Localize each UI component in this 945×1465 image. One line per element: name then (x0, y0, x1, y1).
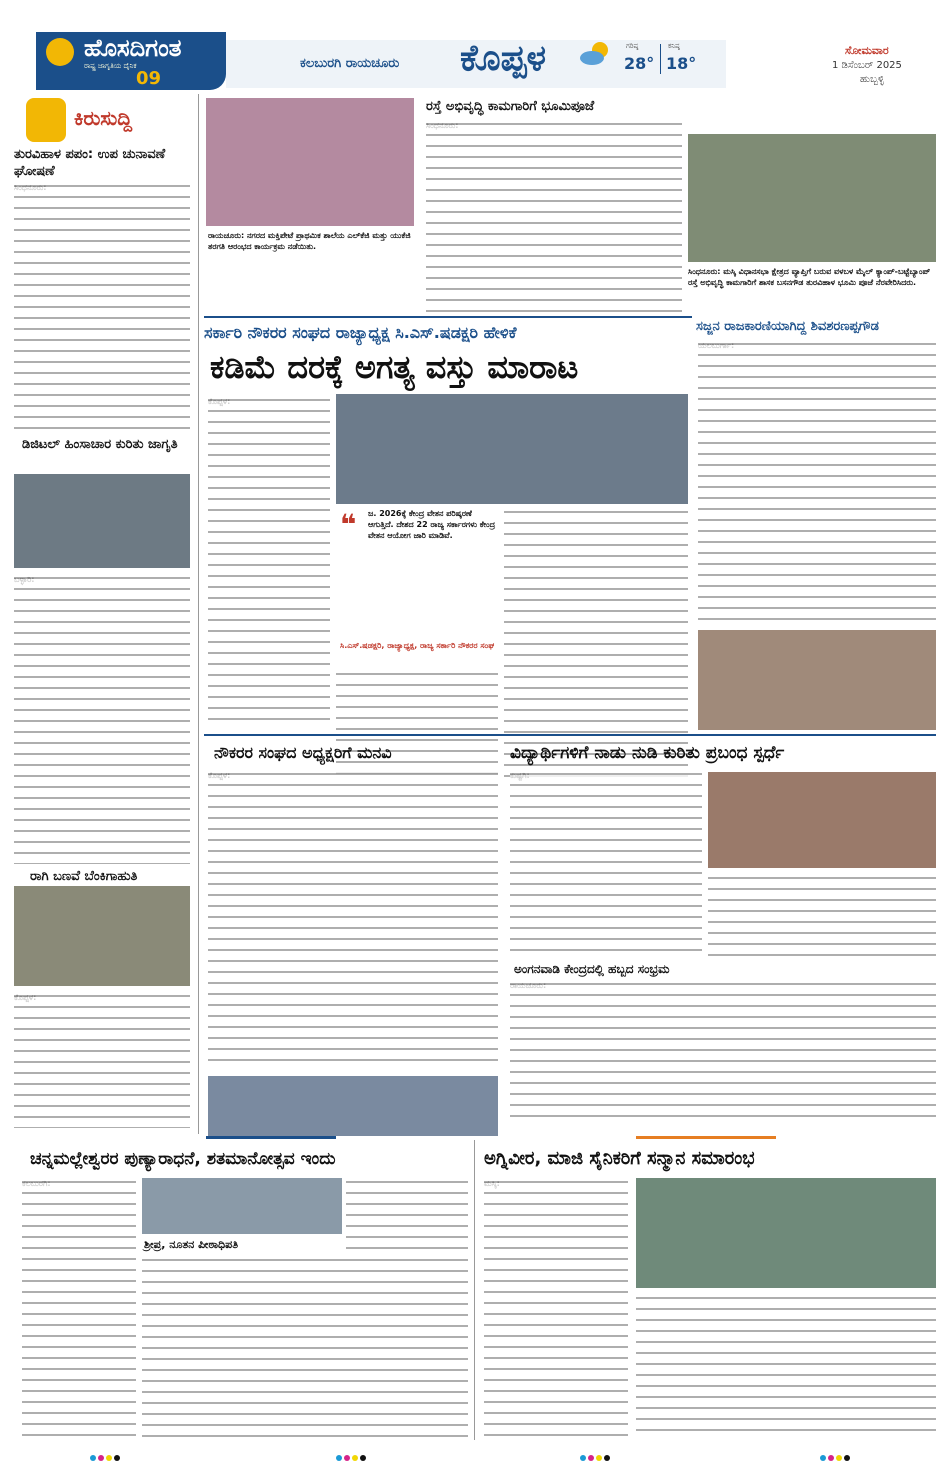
story-b-photo (708, 772, 936, 868)
bottom-left-body-3 (346, 1178, 468, 1256)
quote-mark-icon: ❝ (340, 508, 357, 541)
right-story-photo (698, 630, 936, 730)
registration-marks (336, 1446, 368, 1465)
weekday: ಸೋಮವಾರ (845, 44, 889, 57)
story-b-body-2 (708, 874, 936, 956)
lead-body-col1 (208, 396, 330, 726)
partly-cloudy-icon (578, 40, 614, 66)
story1-title: ತುರವಿಹಾಳ ಪಪಂ: ಉಪ ಚುನಾವಣೆ ಘೋಷಣೆ (14, 147, 166, 179)
bottom-left-title: ಚನ್ನಮಲ್ಲೇಶ್ವರರ ಪುಣ್ಯಾರಾಧನೆ, ಶತಮಾನೋತ್ಸವ ಇಂದು (30, 1149, 336, 1169)
story-a-title: ನೌಕರರ ಸಂಘದ ಅಧ್ಯಕ್ಷರಿಗೆ ಮನವಿ (214, 743, 392, 762)
finger-pointing-icon (26, 98, 66, 142)
temp-max-label: ಗರಿಷ್ಠ (626, 42, 639, 50)
temp-max: 28° (624, 54, 655, 73)
lead-photo (336, 394, 688, 504)
bottom-right-body-1 (484, 1178, 628, 1440)
quote-attribution: ಸಿ.ಎಸ್.ಷಡಕ್ಷರಿ, ರಾಜ್ಯಾಧ್ಯಕ್ಷ, ರಾಜ್ಯ ಸರ್ಕಾರಿ ನೌಕರರ ಸಂಘ (340, 641, 495, 650)
divider (660, 44, 661, 74)
bottom-left-body-1 (22, 1178, 136, 1440)
issue-date: 1 ಡಿಸೆಂಬರ್ 2025 (832, 60, 902, 71)
paper-name: ಹೊಸದಿಗಂತ (84, 34, 182, 62)
story-c-body (510, 980, 936, 1126)
temp-min-label: ಕನಿಷ್ಠ (668, 42, 680, 50)
lead-rule (204, 316, 692, 318)
pontiff-photo (142, 1178, 342, 1234)
story2-title: ಡಿಜಿಟಲ್ ಹಿಂಸಾಚಾರ ಕುರಿತು ಜಾಗೃತಿ (22, 437, 178, 452)
bottom-right-title: ಅಗ್ನಿವೀರ, ಮಾಜಿ ಸೈನಿಕರಿಗೆ ಸನ್ಮಾನ ಸಮಾರಂಭ (484, 1148, 755, 1169)
groundbreaking-caption: ಸಿಂಧನೂರು: ಮಸ್ಕಿ ವಿಧಾನಸಭಾ ಕ್ಷೇತ್ರದ ವ್ಯಾಪ್ತಿಗೆ ಬರುವ ವಳಬಳ ಮೈಲ್ ಕ್ಯಾಂಪ್-ಬಟ್ಟೆಬ್ಯಾಂಪ್ ರಸ್ತೆ ಅಭಿವೃದ್ಧಿ ಕಾಮಗಾರಿಗೆ ಶಾಸಕ ಬಸನಗೌಡ ತುರವಿಹಾಳ ಭೂಮಿ ಪೂಜೆ ನೆರವೇರಿಸಿದರು. (688, 267, 931, 287)
page-number: 09 (136, 68, 162, 89)
paper-tagline: ರಾಷ್ಟ್ರ ಜಾಗೃತಿಯ ದೈನಿಕ (84, 62, 137, 70)
groundbreaking-photo (688, 134, 936, 262)
temp-min: 18° (666, 54, 697, 73)
story2-photo (14, 474, 190, 568)
bottom-left-subtitle: ಶ್ರೀಪ್ರ, ನೂತನ ಪೀಠಾಧಿಪತಿ (144, 1238, 239, 1251)
bottom-rule-left (206, 1136, 336, 1139)
story-b-body (510, 770, 702, 956)
story-b-title: ವಿದ್ಯಾರ್ಥಿಗಳಿಗೆ ನಾಡು ನುಡಿ ಕುರಿತು ಪ್ರಬಂಧ ಸ್ಪರ್ಧೆ (510, 743, 785, 763)
emblem-icon (46, 38, 74, 66)
story3-body (14, 992, 190, 1128)
road-work-title: ರಸ್ತೆ ಅಭಿವೃದ್ಧಿ ಕಾಮಗಾರಿಗೆ ಭೂಮಿಪೂಜೆ (426, 99, 595, 114)
registration-marks (820, 1446, 852, 1465)
bottom-rule-right (636, 1136, 776, 1139)
bottom-right-body-2 (636, 1294, 936, 1440)
edition-place: ಹುಬ್ಬಳ್ಳಿ (860, 74, 885, 85)
lead-headline: ಕಡಿಮೆ ದರಕ್ಕೆ ಅಗತ್ಯ ವಸ್ತು ಮಾರಾಟ (210, 348, 579, 386)
school-photo (206, 98, 414, 226)
story-a-photo (208, 1076, 498, 1136)
story1-body (14, 182, 190, 432)
lead-kicker: ಸರ್ಕಾರಿ ನೌಕರರ ಸಂಘದ ರಾಜ್ಯಾಧ್ಯಕ್ಷ ಸಿ.ಎಸ್.ಷಡಕ್ಷರಿ ಹೇಳಿಕೆ (204, 323, 517, 342)
column-rule (198, 94, 199, 1134)
story-a-body (208, 770, 498, 1070)
road-work-body (426, 120, 682, 314)
school-photo-caption: ರಾಯಚೂರು: ನಗರದ ಮಕ್ತಿಪೇಟೆ ಪ್ರಾಥಮಿಕ ಶಾಲೆಯ ಎಲ್‌ಕೆಜಿ ಮತ್ತು ಯುಕೆಜಿ ತರಗತಿ ಆರಂಭದ ಕಾರ್ಯಕ್ರಮ ನಡೆಯಿತು. (208, 231, 411, 251)
newspaper-logo (36, 32, 226, 90)
middle-rule (204, 734, 936, 736)
edition-cities: ಕಲಬುರಗಿ ರಾಯಚೂರು (300, 56, 400, 71)
lead-quote: ಜ. 2026ಕ್ಕೆ ಕೇಂದ್ರ ವೇತನ ಪರಿಷ್ಕರಣೆ ಆಗುತ್ತಿದೆ. ದೇಶದ 22 ರಾಜ್ಯ ಸರ್ಕಾರಗಳು ಕೇಂದ್ರ ವೇತನ ಆಯೋಗ ಜಾರಿ ಮಾಡಿವೆ. (368, 509, 496, 540)
right-story-title: ಸಜ್ಜನ ರಾಜಕಾರಣಿಯಾಗಿದ್ದ ಶಿವಶರಣಪ್ಪಗೌಡ (696, 319, 879, 334)
right-story-body (698, 340, 936, 624)
registration-marks (580, 1446, 612, 1465)
story3-title: ರಾಗಿ ಬಣವೆ ಬೆಂಕಿಗಾಹುತಿ (30, 869, 138, 884)
story-c-title: ಅಂಗನವಾಡಿ ಕೇಂದ್ರದಲ್ಲಿ ಹಬ್ಬದ ಸಂಭ್ರಮ (514, 962, 670, 976)
registration-marks (90, 1446, 122, 1465)
story2-body (14, 574, 190, 864)
edition-city: ಕೊಪ್ಪಳ (460, 38, 547, 79)
kirusuddi-header (26, 98, 176, 142)
agniveer-photo (636, 1178, 936, 1288)
story3-photo (14, 886, 190, 986)
bottom-left-body-2 (142, 1256, 468, 1440)
bottom-column-rule (474, 1140, 475, 1440)
masthead (0, 0, 945, 94)
section-title: ಕಿರುಸುದ್ದಿ (74, 106, 133, 130)
